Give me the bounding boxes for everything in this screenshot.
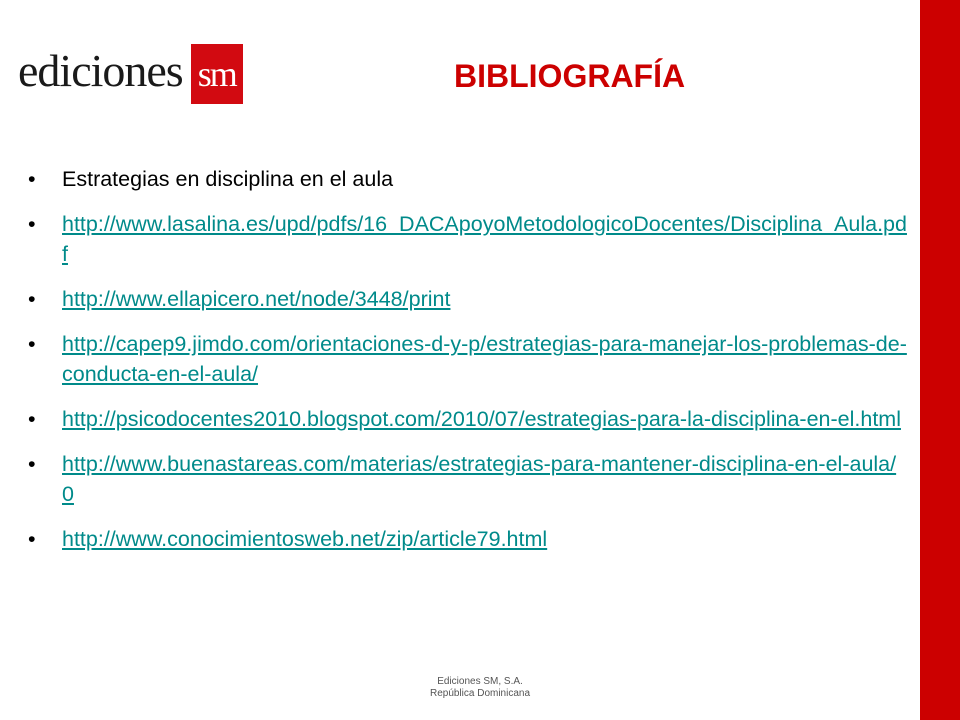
bullet-icon: • [28,167,36,191]
footer-country: República Dominicana [429,688,531,699]
bibliography-link[interactable]: http://www.lasalina.es/upd/pdfs/16_DACApoyoMetodologicoDocentes/Disciplina_Aula.pdf [62,212,907,266]
ediciones-sm-logo [18,44,243,104]
bibliography-link[interactable]: http://www.conocimientosweb.net/zip/article79.html [62,527,548,551]
footer-credit [380,676,580,700]
footer-company: Ediciones SM, S.A. [437,676,523,687]
side-accent-bar [920,0,960,720]
bibliography-link[interactable]: http://psicodocentes2010.blogspot.com/2010/07/estrategias-para-la-disciplina-en-el.html [62,407,901,431]
slide-title: BIBLIOGRAFÍA [454,58,686,94]
list-item [28,209,908,269]
bibliography-link[interactable]: http://www.buenastareas.com/materias/estrategias-para-mantener-disciplina-en-el-aula/0 [62,452,897,506]
bibliography-link[interactable]: http://capep9.jimdo.com/orientaciones-d-y-p/estrategias-para-manejar-los-problemas-de-conducta-en-el-aula/ [62,332,907,386]
bullet-icon: • [28,212,36,236]
logo-sm-box: sm [191,44,243,104]
list-item [28,164,908,194]
list-item-text: Estrategias en disciplina en el aula [62,167,394,191]
list-item [28,404,908,434]
list-item [28,449,908,509]
bibliography-list [28,164,908,554]
bullet-icon: • [28,407,36,431]
bullet-icon: • [28,452,36,476]
bullet-icon: • [28,287,36,311]
bibliography-link[interactable]: http://www.ellapicero.net/node/3448/print [62,287,451,311]
bullet-icon: • [28,527,36,551]
list-item [28,329,908,389]
logo-wordmark: ediciones [18,45,183,96]
list-item [28,524,908,554]
list-item [28,284,908,314]
bullet-icon: • [28,332,36,356]
